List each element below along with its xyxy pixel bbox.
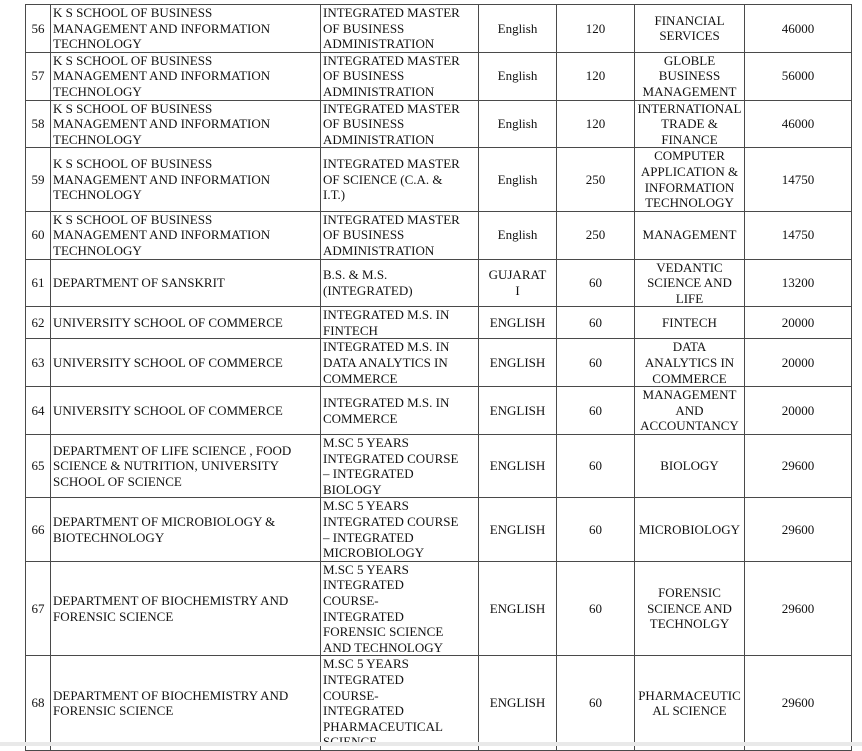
seat-count-cell — [557, 148, 635, 211]
seat-count-cell — [557, 100, 635, 148]
seat-count: 60 — [589, 355, 602, 371]
course-name-cell — [321, 561, 479, 656]
institution-name-cell — [51, 561, 321, 656]
row-number-cell — [26, 435, 51, 498]
row-number-cell — [26, 100, 51, 148]
fee-amount: 29600 — [781, 600, 815, 616]
row-number: 61 — [31, 275, 45, 291]
row-number-cell — [26, 259, 51, 307]
institution-name-cell — [51, 148, 321, 211]
course-name: INTEGRATED MASTER OF BUSINESS ADMINISTRATION — [323, 211, 460, 258]
course-name-cell — [321, 339, 479, 387]
course-name: M.SC 5 YEARS INTEGRATED COURSE – INTEGRATED MICROBIOLOGY — [323, 498, 459, 561]
table-row — [26, 561, 852, 656]
seat-count-cell — [557, 211, 635, 259]
specialization: PHARMACEUTIC AL SCIENCE — [638, 687, 741, 719]
fee-amount-cell — [745, 211, 852, 259]
institution-name-cell — [51, 5, 321, 53]
row-number-cell — [26, 148, 51, 211]
course-name: INTEGRATED MASTER OF BUSINESS ADMINISTRATION — [323, 100, 460, 147]
seat-count-cell — [557, 561, 635, 656]
table-row — [26, 435, 852, 498]
fee-amount: 13200 — [781, 275, 815, 291]
course-name-cell — [321, 387, 479, 435]
course-name: INTEGRATED MASTER OF SCIENCE (C.A. & I.T.) — [323, 156, 460, 203]
table-row — [26, 307, 852, 339]
course-name-cell — [321, 5, 479, 53]
specialization: BIOLOGY — [660, 458, 719, 474]
course-name-cell — [321, 100, 479, 148]
seat-count-cell — [557, 656, 635, 751]
row-number: 60 — [31, 227, 45, 243]
medium-language: English — [497, 227, 538, 243]
row-number: 64 — [31, 402, 45, 418]
fee-amount: 29600 — [781, 521, 815, 537]
medium-language: ENGLISH — [489, 315, 546, 331]
institution-name: UNIVERSITY SCHOOL OF COMMERCE — [53, 402, 283, 418]
institution-name: DEPARTMENT OF LIFE SCIENCE , FOOD SCIENCE & NUTRITION, UNIVERSITY SCHOOL OF SCIENCE — [53, 442, 292, 490]
medium-language: ENGLISH — [489, 458, 546, 474]
seat-count: 60 — [589, 275, 602, 291]
course-name: INTEGRATED MASTER OF BUSINESS ADMINISTRATION — [323, 52, 460, 99]
course-name: INTEGRATED MASTER OF BUSINESS ADMINISTRATION — [323, 5, 460, 52]
fee-amount-cell — [745, 259, 852, 307]
seat-count: 250 — [585, 171, 606, 187]
institution-name: K S SCHOOL OF BUSINESS MANAGEMENT AND INFORMATION TECHNOLOGY — [53, 5, 271, 52]
row-number: 57 — [31, 68, 45, 84]
table-row — [26, 148, 852, 211]
specialization-cell — [635, 498, 745, 561]
course-name: M.SC 5 YEARS INTEGRATED COURSE- INTEGRATED FORENSIC SCIENCE AND TECHNOLOGY — [323, 561, 444, 655]
fee-amount: 14750 — [781, 227, 815, 243]
programs-table — [25, 4, 852, 751]
table-row — [26, 498, 852, 561]
row-number-cell — [26, 5, 51, 53]
row-number-cell — [26, 656, 51, 751]
course-name: INTEGRATED M.S. IN DATA ANALYTICS IN COMMERCE — [323, 339, 450, 386]
institution-name-cell — [51, 100, 321, 148]
medium-language-cell — [479, 5, 557, 53]
seat-count-cell — [557, 307, 635, 339]
seat-count: 250 — [585, 227, 606, 243]
medium-language-cell — [479, 307, 557, 339]
seat-count-cell — [557, 5, 635, 53]
row-number-cell — [26, 561, 51, 656]
fee-amount: 56000 — [781, 68, 815, 84]
fee-amount-cell — [745, 5, 852, 53]
seat-count: 60 — [589, 315, 602, 331]
institution-name: K S SCHOOL OF BUSINESS MANAGEMENT AND INFORMATION TECHNOLOGY — [53, 156, 271, 203]
row-number: 59 — [31, 171, 45, 187]
seat-count: 60 — [589, 402, 602, 418]
row-number-cell — [26, 211, 51, 259]
course-name: INTEGRATED M.S. IN FINTECH — [323, 307, 450, 338]
medium-language-cell — [479, 435, 557, 498]
medium-language-cell — [479, 52, 557, 100]
institution-name-cell — [51, 259, 321, 307]
seat-count-cell — [557, 339, 635, 387]
row-number: 63 — [31, 355, 45, 371]
institution-name: K S SCHOOL OF BUSINESS MANAGEMENT AND INFORMATION TECHNOLOGY — [53, 52, 271, 99]
fee-amount-cell — [745, 656, 852, 751]
row-number-cell — [26, 498, 51, 561]
institution-name: UNIVERSITY SCHOOL OF COMMERCE — [53, 355, 283, 371]
fee-amount: 14750 — [781, 171, 815, 187]
medium-language: English — [497, 116, 538, 132]
row-number-cell — [26, 307, 51, 339]
specialization-cell — [635, 5, 745, 53]
specialization-cell — [635, 52, 745, 100]
specialization-cell — [635, 656, 745, 751]
table-row — [26, 387, 852, 435]
medium-language-cell — [479, 498, 557, 561]
institution-name: DEPARTMENT OF BIOCHEMISTRY AND FORENSIC SCIENCE — [53, 592, 289, 624]
medium-language: ENGLISH — [489, 695, 546, 711]
medium-language-cell — [479, 339, 557, 387]
medium-language-cell — [479, 656, 557, 751]
institution-name: K S SCHOOL OF BUSINESS MANAGEMENT AND INFORMATION TECHNOLOGY — [53, 211, 271, 258]
fee-amount-cell — [745, 435, 852, 498]
specialization: MANAGEMENT — [642, 227, 737, 243]
course-name-cell — [321, 148, 479, 211]
specialization-cell — [635, 211, 745, 259]
medium-language-cell — [479, 259, 557, 307]
fee-amount-cell — [745, 148, 852, 211]
programs-table-body — [26, 5, 852, 751]
seat-count-cell — [557, 498, 635, 561]
institution-name-cell — [51, 52, 321, 100]
specialization: FORENSIC SCIENCE AND TECHNOLGY — [647, 585, 732, 632]
institution-name-cell — [51, 339, 321, 387]
course-name: M.SC 5 YEARS INTEGRATED COURSE – INTEGRATED BIOLOGY — [323, 435, 459, 497]
row-number-cell — [26, 339, 51, 387]
specialization: MANAGEMENT AND ACCOUNTANCY — [640, 387, 739, 434]
course-name-cell — [321, 656, 479, 751]
table-row — [26, 339, 852, 387]
institution-name-cell — [51, 498, 321, 561]
row-number: 65 — [31, 458, 45, 474]
specialization-cell — [635, 561, 745, 656]
seat-count-cell — [557, 52, 635, 100]
medium-language-cell — [479, 561, 557, 656]
table-row — [26, 656, 852, 751]
row-number-cell — [26, 52, 51, 100]
specialization: FINANCIAL SERVICES — [654, 12, 725, 44]
seat-count: 60 — [589, 521, 602, 537]
specialization: VEDANTIC SCIENCE AND LIFE — [647, 259, 732, 306]
seat-count-cell — [557, 387, 635, 435]
specialization-cell — [635, 259, 745, 307]
fee-amount: 20000 — [781, 355, 815, 371]
table-row — [26, 100, 852, 148]
institution-name-cell — [51, 656, 321, 751]
institution-name-cell — [51, 387, 321, 435]
specialization-cell — [635, 100, 745, 148]
specialization: FINTECH — [662, 315, 717, 331]
course-name-cell — [321, 211, 479, 259]
seat-count: 120 — [585, 68, 606, 84]
fee-amount-cell — [745, 387, 852, 435]
medium-language: GUJARAT I — [488, 267, 547, 298]
medium-language: ENGLISH — [489, 355, 546, 371]
specialization: MICROBIOLOGY — [638, 521, 741, 537]
seat-count-cell — [557, 259, 635, 307]
institution-name: DEPARTMENT OF MICROBIOLOGY & BIOTECHNOLOGY — [53, 514, 276, 545]
medium-language-cell — [479, 100, 557, 148]
medium-language: English — [497, 171, 538, 187]
medium-language: ENGLISH — [489, 402, 546, 418]
seat-count: 120 — [585, 116, 606, 132]
row-number: 56 — [31, 20, 45, 36]
table-row — [26, 5, 852, 53]
specialization: GLOBLE BUSINESS MANAGEMENT — [642, 52, 737, 99]
course-name-cell — [321, 307, 479, 339]
row-number-cell — [26, 387, 51, 435]
fee-amount-cell — [745, 100, 852, 148]
fee-amount-cell — [745, 52, 852, 100]
medium-language: ENGLISH — [489, 521, 546, 537]
row-number: 62 — [31, 315, 45, 331]
table-row — [26, 52, 852, 100]
row-number: 68 — [31, 695, 45, 711]
fee-amount: 29600 — [781, 458, 815, 474]
row-number: 58 — [31, 116, 45, 132]
course-name: B.S. & M.S. (INTEGRATED) — [323, 267, 413, 298]
medium-language: ENGLISH — [489, 600, 546, 616]
seat-count-cell — [557, 435, 635, 498]
fee-amount-cell — [745, 339, 852, 387]
seat-count: 120 — [585, 20, 606, 36]
seat-count: 60 — [589, 695, 602, 711]
specialization: COMPUTER APPLICATION & INFORMATION TECHNOLOGY — [640, 148, 739, 211]
specialization-cell — [635, 307, 745, 339]
medium-language: English — [497, 20, 538, 36]
specialization: INTERNATIONAL TRADE & FINANCE — [637, 100, 742, 147]
course-name: M.SC 5 YEARS INTEGRATED COURSE- INTEGRATED PHARMACEUTICAL — [323, 656, 443, 734]
fee-amount-cell — [745, 498, 852, 561]
medium-language-cell — [479, 387, 557, 435]
page-bottom-strip — [0, 742, 862, 746]
course-name-cell — [321, 52, 479, 100]
specialization: DATA ANALYTICS IN COMMERCE — [644, 339, 735, 386]
course-name: INTEGRATED M.S. IN COMMERCE — [323, 395, 450, 426]
course-name-cell — [321, 259, 479, 307]
specialization-cell — [635, 435, 745, 498]
institution-name: K S SCHOOL OF BUSINESS MANAGEMENT AND INFORMATION TECHNOLOGY — [53, 100, 271, 147]
fee-amount: 29600 — [781, 695, 815, 711]
specialization-cell — [635, 387, 745, 435]
medium-language: English — [497, 68, 538, 84]
fee-amount: 20000 — [781, 315, 815, 331]
table-row — [26, 259, 852, 307]
seat-count: 60 — [589, 600, 602, 616]
fee-amount-cell — [745, 561, 852, 656]
seat-count: 60 — [589, 458, 602, 474]
institution-name: DEPARTMENT OF SANSKRIT — [53, 275, 225, 291]
institution-name: DEPARTMENT OF BIOCHEMISTRY AND FORENSIC SCIENCE — [53, 687, 289, 719]
row-number: 67 — [31, 600, 45, 616]
table-row — [26, 211, 852, 259]
institution-name: UNIVERSITY SCHOOL OF COMMERCE — [53, 315, 283, 331]
fee-amount: 46000 — [781, 20, 815, 36]
course-name-cell — [321, 498, 479, 561]
medium-language-cell — [479, 211, 557, 259]
institution-name-cell — [51, 435, 321, 498]
specialization-cell — [635, 148, 745, 211]
fee-amount: 20000 — [781, 402, 815, 418]
course-name-cell — [321, 435, 479, 498]
row-number: 66 — [31, 521, 45, 537]
fee-amount-cell — [745, 307, 852, 339]
specialization-cell — [635, 339, 745, 387]
institution-name-cell — [51, 307, 321, 339]
fee-amount: 46000 — [781, 116, 815, 132]
medium-language-cell — [479, 148, 557, 211]
institution-name-cell — [51, 211, 321, 259]
